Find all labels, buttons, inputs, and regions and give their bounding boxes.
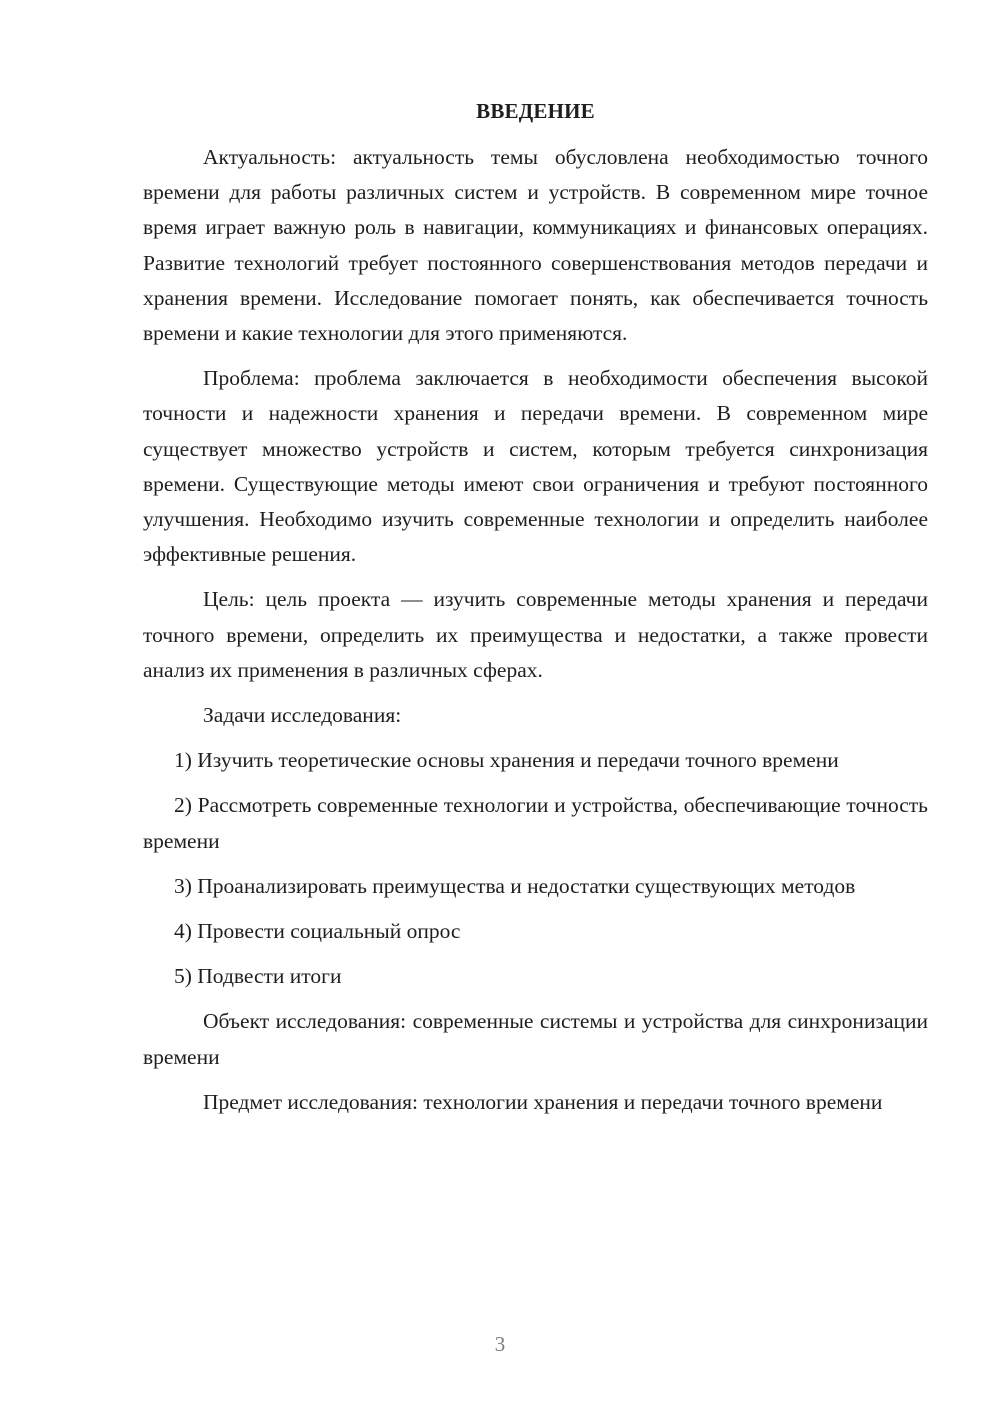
task-item-1: 1) Изучить теоретические основы хранения и передачи точного времени [174, 748, 839, 773]
tasks-title: Задачи исследования: [203, 703, 402, 728]
task-item-3: 3) Проанализировать преимущества и недостатки существующих методов [174, 873, 856, 898]
paragraph-goal: Цель: цель проекта — изучить современные методы хранения и передачи точного времени, определить их преимущества и недостатки, а также провести анализ их применения в различных сферах. [143, 587, 928, 682]
task-item-4: 4) Провести социальный опрос [174, 919, 461, 944]
page-title: ВВЕДЕНИЕ [476, 99, 595, 123]
page-number: 3 [494, 1332, 506, 1356]
paragraph-relevance: Актуальность: актуальность темы обусловлена необходимостью точного времени для работы различных систем и устройств. В современном мире точное время играет важную роль в навигации, коммуникациях и финансовых операциях. Развитие технологий требует постоянного совершенствования методов передачи и хранения времени. Исследование помогает понять, как обеспечивается точность времени и какие технологии для этого применяются. [143, 145, 928, 346]
task-item-5: 5) Подвести итоги [174, 964, 342, 989]
task-item-2: 2) Рассмотреть современные технологии и устройства, обеспечивающие точность времени [143, 793, 928, 853]
paragraph-problem: Проблема: проблема заключается в необходимости обеспечения высокой точности и надежности хранения и передачи времени. В современном мире существует множество устройств и систем, которым требуется синхронизация времени. Существующие методы имеют свои ограничения и требуют постоянного улучшения. Необходимо изучить современные технологии и определить наиболее эффективные решения. [143, 366, 928, 567]
paragraph-subject: Предмет исследования: технологии хранения и передачи точного времени [203, 1089, 883, 1114]
document-page [143, 96, 928, 1130]
paragraph-object: Объект исследования: современные системы и устройства для синхронизации времени [143, 1009, 928, 1069]
